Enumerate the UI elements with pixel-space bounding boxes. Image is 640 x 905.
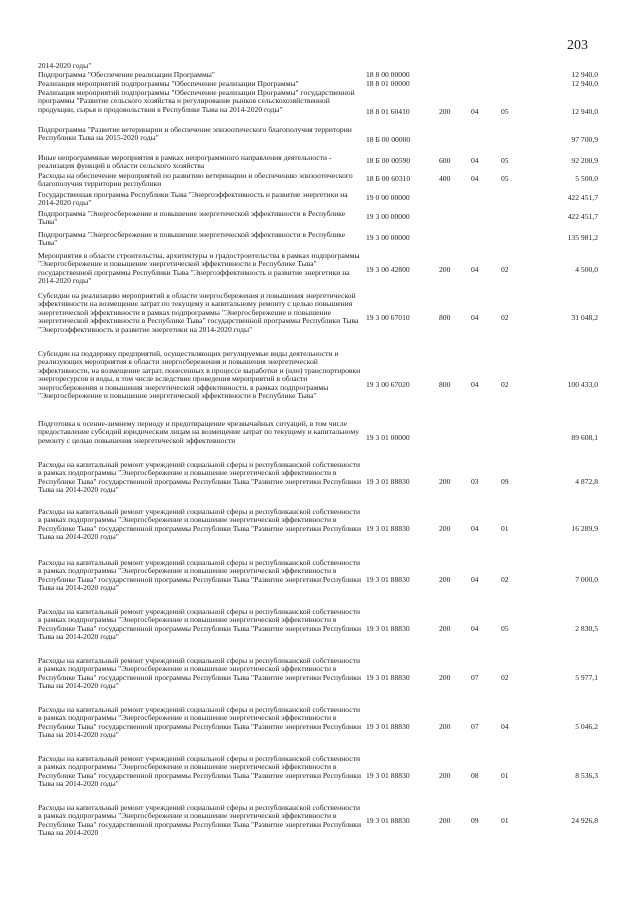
- row-description: Расходы на капитальный ремонт учреждений социальной сферы и республиканской собственности в рамках подпрограммы "Энергосбережение и повышение энергетической эффективности в Республике Тыва" государственной программы Республики Тыва "Развитие энергетики Республики Тыва на 2014-2020 годы": [38, 607, 362, 642]
- subsection: 01: [501, 816, 509, 825]
- amount: 422 451,7: [567, 212, 598, 221]
- section: 07: [471, 722, 479, 731]
- target-code: 19 3 01 88830: [366, 524, 410, 533]
- subsection: 02: [501, 575, 509, 584]
- target-code: 19 3 01 88830: [366, 673, 410, 682]
- amount: 422 451,7: [567, 193, 598, 202]
- row-description: Расходы на капитальный ремонт учреждений социальной сферы и республиканской собственности в рамках подпрограммы "Энергосбережение и повышение энергетической эффективности в Республике Тыва" государственной программы Республики Тыва "Развитие энергетики Республики Тыва на 2014-2020: [38, 803, 362, 838]
- expense-type: 200: [439, 624, 451, 633]
- expense-type: 200: [439, 524, 451, 533]
- subsection: 01: [501, 771, 509, 780]
- amount: 8 536,3: [575, 771, 598, 780]
- section: 04: [471, 313, 479, 322]
- row-description: 2014-2020 годы": [38, 61, 92, 70]
- row-description: Подпрограмма "Развитие ветеринарии и обеспечение эпизоотического благополучия территории Республики Тыва на 2015-2020 годы": [38, 125, 352, 143]
- subsection: 05: [501, 107, 509, 116]
- amount: 5 977,1: [575, 673, 598, 682]
- section: 04: [471, 107, 479, 116]
- target-code: 18 Б 00 00590: [366, 156, 411, 165]
- target-code: 19 3 00 42800: [366, 265, 410, 274]
- amount: 97 700,9: [571, 135, 598, 144]
- section: 03: [471, 477, 479, 486]
- row-description: Расходы на капитальный ремонт учреждений социальной сферы и республиканской собственности в рамках подпрограммы "Энергосбережение и повышение энергетической эффективности в Республике Тыва" государственной программы Республики Тыва "Развитие энергетики Республики Тыва на 2014-2020 годы": [38, 558, 362, 593]
- row-description: Расходы на капитальный ремонт учреждений социальной сферы и республиканской собственности в рамках подпрограммы "Энергосбережение и повышение энергетической эффективности в Республике Тыва" государственной программы Республики Тыва "Развитие энергетики Республики Тыва на 2014-2020 годы": [38, 656, 362, 691]
- target-code: 19 3 01 88830: [366, 816, 410, 825]
- target-code: 19 0 00 00000: [366, 193, 410, 202]
- row-description: Реализация мероприятий подпрограммы "Обеспечение реализации Программы" государственной программы "Развитие сельского хозяйства и регулирование рынков сельскохозяйственной продукции, сырья и продовольствия в Республике Тыва на 2014-2020 годы": [38, 88, 355, 114]
- section: 04: [471, 380, 479, 389]
- section: 07: [471, 673, 479, 682]
- amount: 2 830,5: [575, 624, 598, 633]
- row-description: Субсидии на поддержку предприятий, осуществляющих регулируемые виды деятельности и реализующих мероприятия в области энергосбережения и повышения энергетической эффективности, на возмещение затрат, понесенных в процессе выработки и (или) транспортировки энергоресурсов и воды, в том числе вследствие проведения мероприятий в области энергосбережения и повышения энергетической эффективности, в рамках подпрограммы "Энергосбережение и повышение энергетической эффективности в Республике Тыва": [38, 349, 361, 401]
- row-description: Государственная программа Республики Тыва "Энергоэффективность и развитие энергетики на 2014-2020 годы": [38, 190, 348, 208]
- subsection: 02: [501, 265, 509, 274]
- subsection: 05: [501, 624, 509, 633]
- amount: 12 940,0: [571, 107, 598, 116]
- expense-type: 400: [439, 174, 451, 183]
- expense-type: 200: [439, 722, 451, 731]
- amount: 31 048,2: [571, 313, 598, 322]
- amount: 4 872,8: [575, 477, 598, 486]
- section: 09: [471, 816, 479, 825]
- section: 04: [471, 575, 479, 584]
- amount: 12 940,0: [571, 70, 598, 79]
- amount: 92 200,9: [571, 156, 598, 165]
- target-code: 19 3 00 67020: [366, 380, 410, 389]
- subsection: 09: [501, 477, 509, 486]
- row-description: Подпрограмма "Энергосбережение и повышение энергетической эффективности в Республике Тыва": [38, 230, 346, 248]
- expense-type: 200: [439, 265, 451, 274]
- section: 04: [471, 174, 479, 183]
- target-code: 19 3 01 88830: [366, 722, 410, 731]
- row-description: Расходы на капитальный ремонт учреждений социальной сферы и республиканской собственности в рамках подпрограммы "Энергосбережение и повышение энергетической эффективности в Республике Тыва" государственной программы Республики Тыва "Развитие энергетики Республики Тыва на 2014-2020 годы": [38, 754, 362, 789]
- target-code: 19 3 01 88830: [366, 624, 410, 633]
- amount: 4 500,0: [575, 265, 598, 274]
- target-code: 19 3 01 00000: [366, 433, 410, 442]
- target-code: 18 Б 00 60310: [366, 174, 411, 183]
- amount: 12 940,0: [571, 79, 598, 88]
- subsection: 04: [501, 722, 509, 731]
- section: 04: [471, 265, 479, 274]
- section: 08: [471, 771, 479, 780]
- amount: 24 926,8: [571, 816, 598, 825]
- target-code: 18 8 01 00000: [366, 79, 410, 88]
- section: 04: [471, 156, 479, 165]
- expense-type: 200: [439, 107, 451, 116]
- expense-type: 600: [439, 156, 451, 165]
- target-code: 18 Б 00 00000: [366, 135, 411, 144]
- expense-type: 200: [439, 816, 451, 825]
- expense-type: 200: [439, 477, 451, 486]
- row-description: Мероприятия в области строительства, архитектуры и градостроительства в рамках подпрограммы "Энергосбережение и повышение энергетической эффективности в Республике Тыва" государственной программы Республики Тыва "Энергоэффективность и развитие энергетики на 2014-2020 годы": [38, 251, 360, 286]
- amount: 100 433,0: [567, 380, 598, 389]
- subsection: 05: [501, 156, 509, 165]
- page-number: 203: [567, 38, 588, 53]
- target-code: 19 3 01 88830: [366, 477, 410, 486]
- expense-type: 800: [439, 380, 451, 389]
- row-description: Реализация мероприятий подпрограммы "Обеспечение реализации Программы": [38, 79, 299, 88]
- target-code: 18 8 01 60410: [366, 107, 410, 116]
- amount: 7 000,0: [575, 575, 598, 584]
- subsection: 05: [501, 174, 509, 183]
- subsection: 02: [501, 380, 509, 389]
- amount: 135 981,2: [567, 233, 598, 242]
- row-description: Расходы на капитальный ремонт учреждений социальной сферы и республиканской собственности в рамках подпрограммы "Энергосбережение и повышение энергетической эффективности в Республике Тыва" государственной программы Республики Тыва "Развитие энергетики Республики Тыва на 2014-2020 годы": [38, 460, 362, 495]
- subsection: 02: [501, 313, 509, 322]
- section: 04: [471, 524, 479, 533]
- row-description: Подготовка к осенне-зимнему периоду и предотвращение чрезвычайных ситуаций, в том числе предоставление субсидий юридическим лицам на возмещение затрат по текущему и капитальному ремонту с целью повышения энергетической эффективности: [38, 419, 360, 445]
- row-description: Расходы на капитальный ремонт учреждений социальной сферы и республиканской собственности в рамках подпрограммы "Энергосбережение и повышение энергетической эффективности в Республике Тыва" государственной программы Республики Тыва "Развитие энергетики Республики Тыва на 2014-2020 годы": [38, 705, 362, 740]
- target-code: 19 3 00 67010: [366, 313, 410, 322]
- amount: 89 608,1: [571, 433, 598, 442]
- target-code: 18 8 00 00000: [366, 70, 410, 79]
- target-code: 19 3 00 00000: [366, 233, 410, 242]
- amount: 16 289,9: [571, 524, 598, 533]
- expense-type: 200: [439, 771, 451, 780]
- row-description: Субсидии на реализацию мероприятий в области энергосбережения и повышения энергетической эффективности на возмещение затрат по текущему и капитальному ремонту с целью повышения энергетической эффективности в рамках подпрограммы "Энергосбережение и повышение энергетической эффективности в Республике Тыва" государственной программы Республики Тыва "Энергоэффективность и развитие энергетики на 2014-2020 годы": [38, 291, 359, 334]
- row-description: Расходы на обеспечение мероприятий по развитию ветеринарии и обеспечению эпизоотического благополучия территории республики: [38, 171, 353, 189]
- amount: 5 046,2: [575, 722, 598, 731]
- row-description: Иные непрограммные мероприятия в рамках непрограммного направления деятельности - реализация функций в области сельского хозяйства: [38, 153, 332, 171]
- target-code: 19 3 01 88830: [366, 771, 410, 780]
- target-code: 19 3 01 88830: [366, 575, 410, 584]
- expense-type: 800: [439, 313, 451, 322]
- section: 04: [471, 624, 479, 633]
- row-description: Подпрограмма "Энергосбережение и повышение энергетической эффективности в Республике Тыва": [38, 209, 346, 227]
- target-code: 19 3 00 00000: [366, 212, 410, 221]
- subsection: 01: [501, 524, 509, 533]
- row-description: Расходы на капитальный ремонт учреждений социальной сферы и республиканской собственности в рамках подпрограммы "Энергосбережение и повышение энергетической эффективности в Республике Тыва" государственной программы Республики Тыва "Развитие энергетики Республики Тыва на 2014-2020 годы": [38, 507, 362, 542]
- expense-type: 200: [439, 673, 451, 682]
- expense-type: 200: [439, 575, 451, 584]
- amount: 5 500,0: [575, 174, 598, 183]
- row-description: Подпрограмма "Обеспечение реализации Программы": [38, 70, 215, 79]
- subsection: 02: [501, 673, 509, 682]
